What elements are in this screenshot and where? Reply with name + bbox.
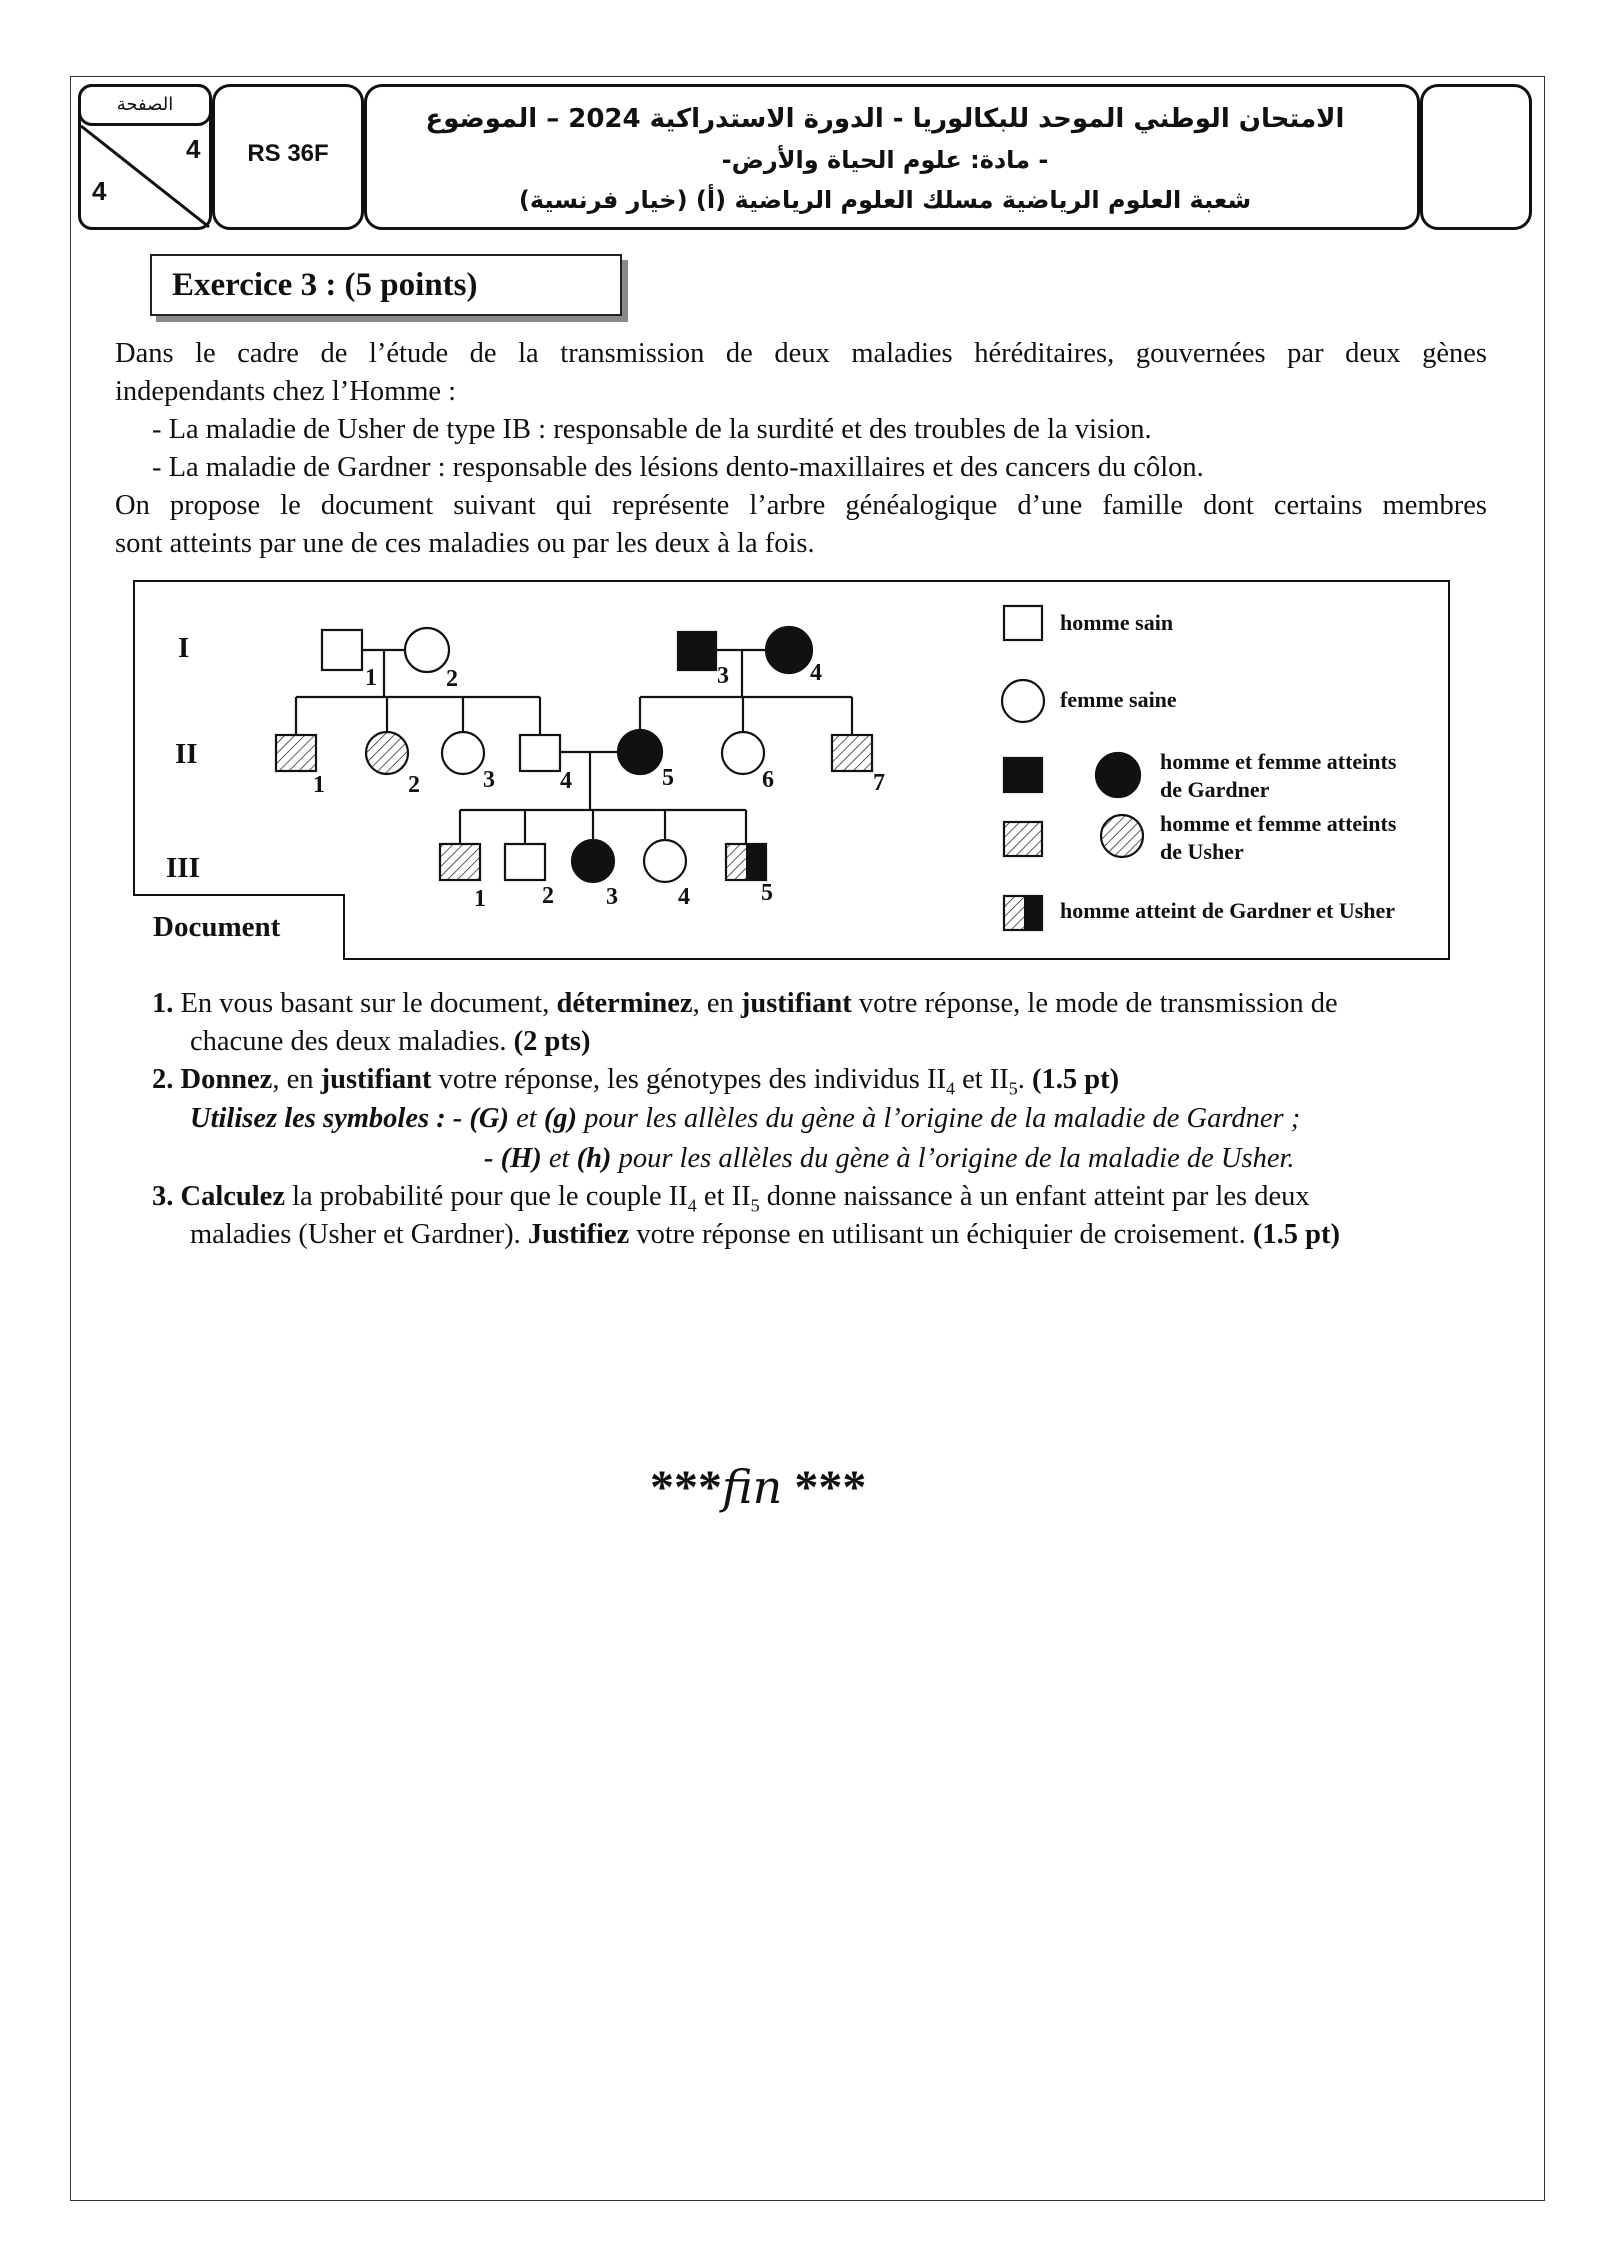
page-label: الصفحة bbox=[78, 84, 212, 126]
q3-text-c: et II bbox=[703, 1181, 751, 1212]
pedigree-I4-gardner-woman bbox=[766, 627, 812, 673]
symbols-label-h: - (H) bbox=[484, 1143, 542, 1174]
legend-both-symbol bbox=[1004, 896, 1042, 930]
q3-keyword-calculez: Calculez bbox=[180, 1181, 285, 1212]
q1-number: 1. bbox=[152, 988, 174, 1019]
legend-usher-man-symbol bbox=[1004, 822, 1042, 856]
II-6-number: 6 bbox=[762, 767, 774, 793]
q1-text-e: votre réponse, le mode de transmission de bbox=[858, 988, 1338, 1019]
document-label: Document bbox=[133, 894, 345, 960]
question-1-line2 bbox=[190, 1023, 590, 1061]
pedigree-I3-gardner-man bbox=[678, 632, 716, 670]
q2-keyword-justifiant: justifiant bbox=[320, 1064, 432, 1095]
exam-track: شعبة العلوم الرياضية مسلك العلوم الرياضية (أ) (خيار فرنسية) bbox=[518, 186, 1252, 214]
II-4-number: 4 bbox=[560, 768, 572, 794]
II-1-number: 1 bbox=[313, 772, 325, 798]
symbols-line-2 bbox=[484, 1140, 1295, 1178]
I-2-number: 2 bbox=[446, 666, 458, 692]
pedigree-III4-healthy-woman bbox=[644, 840, 686, 882]
legend-healthy-woman: femme saine bbox=[1060, 687, 1177, 712]
III-1-number: 1 bbox=[474, 886, 486, 912]
symbols-label-g: Utilisez les symboles : - (G) bbox=[190, 1103, 509, 1134]
symbols-et-2: et bbox=[548, 1143, 570, 1174]
end-stars-right: *** bbox=[794, 1461, 867, 1514]
q2-points: (1.5 pt) bbox=[1032, 1064, 1120, 1095]
q3-text-g: votre réponse en utilisant un échiquier de croisement. bbox=[636, 1219, 1246, 1250]
III-4-number: 4 bbox=[678, 884, 690, 910]
q1-points: (2 pts) bbox=[513, 1026, 591, 1057]
q2-text-d: votre réponse, les génotypes des individus II bbox=[438, 1064, 946, 1095]
symbols-gardner-text: pour les allèles du gène à l’origine de la maladie de Gardner ; bbox=[584, 1103, 1301, 1134]
generation-I-label: I bbox=[178, 632, 190, 664]
legend-healthy-woman-symbol bbox=[1002, 680, 1044, 722]
symbols-line-1 bbox=[190, 1100, 1300, 1138]
q1-text-c: , en bbox=[692, 988, 734, 1019]
pedigree-II6-healthy-woman bbox=[722, 732, 764, 774]
q3-text-e: maladies (Usher et Gardner). bbox=[190, 1219, 521, 1250]
q2-keyword-donnez: Donnez bbox=[180, 1064, 273, 1095]
pedigree-chart bbox=[0, 0, 1600, 1000]
symbols-et-1: et bbox=[516, 1103, 537, 1134]
q1-text-f: chacune des deux maladies. bbox=[190, 1026, 507, 1057]
II-2-number: 2 bbox=[408, 772, 420, 798]
pedigree-III1-usher-man bbox=[440, 844, 480, 880]
pedigree-II7-usher-man bbox=[832, 735, 872, 771]
q3-sub-4: 4 bbox=[687, 1195, 697, 1216]
pedigree-II4-healthy-man bbox=[520, 735, 560, 771]
q1-text-a: En vous basant sur le document, bbox=[180, 988, 550, 1019]
I-4-number: 4 bbox=[810, 660, 822, 686]
symbols-g-lower: (g) bbox=[543, 1103, 578, 1134]
pedigree-III5-both-man bbox=[726, 844, 766, 880]
legend-gardner-man-symbol bbox=[1004, 758, 1042, 792]
q1-keyword-justifiant: justifiant bbox=[740, 988, 852, 1019]
q2-number: 2. bbox=[152, 1064, 174, 1095]
page-number: 4 bbox=[186, 134, 201, 164]
q3-keyword-justifiez: Justifiez bbox=[527, 1219, 630, 1250]
pedigree-II1-usher-man bbox=[276, 735, 316, 771]
legend-usher-woman-symbol bbox=[1101, 815, 1143, 857]
legend-both: homme atteint de Gardner et Usher bbox=[1060, 898, 1396, 923]
end-marker bbox=[650, 1460, 866, 1515]
q1-keyword-determinez: déterminez bbox=[556, 988, 693, 1019]
III-3-number: 3 bbox=[606, 884, 618, 910]
I-3-number: 3 bbox=[717, 663, 729, 689]
pedigree-II3-healthy-woman bbox=[442, 732, 484, 774]
legend-healthy-man-symbol bbox=[1004, 606, 1042, 640]
q3-text-d: donne naissance à un enfant atteint par les deux bbox=[766, 1181, 1310, 1212]
symbols-h-lower: (h) bbox=[576, 1143, 612, 1174]
exercise-title: Exercice 3 : (5 points) bbox=[150, 254, 622, 316]
III-2-number: 2 bbox=[542, 883, 554, 909]
generation-III-label: III bbox=[166, 852, 200, 884]
propose-line-2: sont atteints par une de ces maladies ou par les deux à la fois. bbox=[115, 528, 815, 559]
bullet-gardner: - La maladie de Gardner : responsable des lésions dento-maxillaires et des cancers du côlon. bbox=[152, 452, 1204, 483]
legend-gardner-line1: homme et femme atteints bbox=[1160, 749, 1397, 774]
II-5-number: 5 bbox=[662, 765, 674, 791]
pedigree-III3-gardner-woman bbox=[572, 840, 614, 882]
end-stars-left: *** bbox=[650, 1461, 722, 1514]
pedigree-II2-usher-woman bbox=[366, 732, 408, 774]
legend-gardner-woman-symbol bbox=[1096, 753, 1140, 797]
exam-title-line1: الامتحان الوطني الموحد للبكالوريا - الدورة الاستدراكية 2024 – الموضوع bbox=[425, 104, 1345, 134]
I-1-number: 1 bbox=[365, 665, 377, 691]
pedigree-III2-healthy-man bbox=[505, 844, 545, 880]
propose-line-1: On propose le document suivant qui représente l’arbre généalogique d’une famille dont certains membres bbox=[115, 490, 1487, 521]
q3-number: 3. bbox=[152, 1181, 174, 1212]
pedigree-II5-gardner-woman bbox=[618, 730, 662, 774]
q2-text-f: . bbox=[1017, 1064, 1025, 1095]
intro-line-1: Dans le cadre de l’étude de la transmission de deux maladies héréditaires, gouvernées par deux gènes bbox=[115, 338, 1487, 369]
question-3-line2 bbox=[190, 1216, 1340, 1254]
symbols-usher-text: pour les allèles du gène à l’origine de la maladie de Usher. bbox=[618, 1143, 1295, 1174]
exam-code: RS 36F bbox=[247, 140, 329, 167]
q3-sub-5: 5 bbox=[750, 1195, 760, 1216]
III-5-number: 5 bbox=[761, 880, 773, 906]
bullet-usher: - La maladie de Usher de type IB : responsable de la surdité et des troubles de la vision. bbox=[152, 414, 1152, 445]
q3-text-b: la probabilité pour que le couple II bbox=[292, 1181, 688, 1212]
q3-points: (1.5 pt) bbox=[1252, 1219, 1340, 1250]
II-7-number: 7 bbox=[873, 770, 885, 796]
end-word: fin bbox=[722, 1460, 783, 1514]
legend-healthy-man: homme sain bbox=[1060, 610, 1174, 635]
intro-line-2: independants chez l’Homme : bbox=[115, 376, 457, 407]
legend-usher-line1: homme et femme atteints bbox=[1160, 811, 1397, 836]
exam-subject: - مادة: علوم الحياة والأرض- bbox=[721, 146, 1049, 174]
pedigree-I1-healthy-man bbox=[322, 630, 362, 670]
q2-sub-4: 4 bbox=[945, 1078, 955, 1099]
legend-usher-line2: de Usher bbox=[1160, 839, 1244, 864]
q2-sub-5: 5 bbox=[1008, 1078, 1018, 1099]
II-3-number: 3 bbox=[483, 767, 495, 793]
page-total: 4 bbox=[92, 176, 107, 206]
question-1-line1 bbox=[152, 985, 1338, 1023]
pedigree-I2-healthy-woman bbox=[405, 628, 449, 672]
generation-II-label: II bbox=[175, 738, 198, 770]
q2-text-e: et II bbox=[962, 1064, 1009, 1095]
legend-gardner-line2: de Gardner bbox=[1160, 777, 1270, 802]
q2-text-b: , en bbox=[272, 1064, 314, 1095]
